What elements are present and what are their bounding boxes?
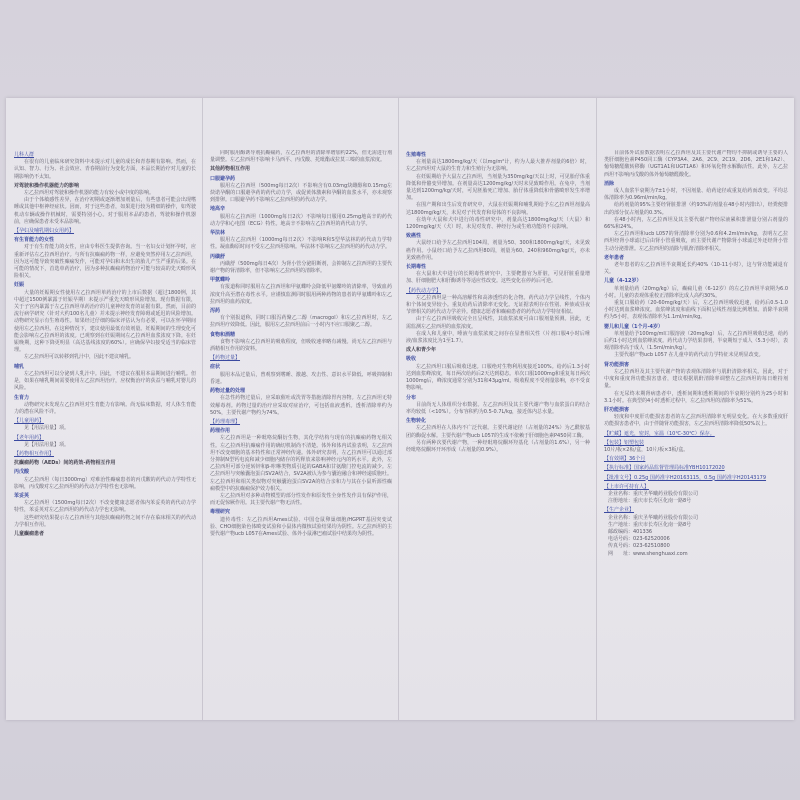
section-heading: 【儿童用药】 xyxy=(14,418,45,425)
paragraph: 目前体外试验数据表明左乙拉西坦及其主要代谢产物均不抑制或诱导主要的人类肝细胞色素P450同工酶（CYP3A4、2A6、2C9、2C19、2D6、2E1和1A2）、葡萄糖醛酸转移酶（UGT1A1和UGT1A6）和环氧化物水解酶活性。此外，左乙拉西坦不影响丙戊酸的体外葡萄糖醛酸化。 xyxy=(604,150,788,178)
paragraph: 大量的妊娠期女性使用左乙拉西坦单药治疗的上市后数据（超过1800例，其中超过1500例暴露于妊娠早期）未提示严重先天畸形风险增加。现有数据有限，关于子宫内暴露于左乙拉西坦单药治疗的儿童神经发育的证据有限。然而，目前的流行病学研究（针对大约100名儿童）并未提示神经发育障碍或延迟的风险增加。动物研究显示有生殖毒性。如果经过仔细的临床评估认为有必要，可以在怀孕期间使用左乙拉西坦。在这种情况下，建议使用最低有效剂量。妊娠期间的生理变化可能会影响左乙拉西坦的浓度。已观察到在妊娠期间左乙拉西坦血浆浓度下降。在妊娠晚期，这种下降更明显（高达基线浓度的60%）。应确保孕妇接受适当的临床管理。 xyxy=(14,289,196,354)
paragraph: 大鼠经口给予左乙拉西坦104周，剂量为50、300和1800mg/kg/天，未见致癌作用。小鼠经口给予左乙拉西坦80周，剂量为60、240和960mg/kg/天，亦未见致癌作用。 xyxy=(406,240,590,261)
paragraph: 在围产期和出生后发育研究中，大鼠在妊娠期和哺乳期给予左乙拉西坦剂量高达1800mg/kg/天，未见对子代发育和母体的不良影响。 xyxy=(406,202,590,216)
paragraph: 见【用法用量】项。 xyxy=(24,425,70,432)
subheading: 口服避孕药 xyxy=(210,175,236,182)
subheading: 儿童（4-12岁） xyxy=(604,278,642,285)
subheading: 症状 xyxy=(210,364,221,371)
fold-line xyxy=(596,98,597,720)
section-heading: 【老年用药】 xyxy=(14,434,45,441)
paragraph: 有个别报道称，同时口服泻药聚乙二醇（macrogol）和左乙拉西坦时，左乙拉西坦疗效降低。因此，服用左乙拉西坦前后一小时内不应口服聚乙二醇。 xyxy=(210,315,392,329)
paragraph: 左乙拉西坦及其主要代谢产物的表观体清除率与肌酐清除率相关。因此，对于中度和重度肾功能损害患者，建议根据肌酐清除率调整左乙拉西坦的每日维持剂量。 xyxy=(604,368,788,390)
info-line: 注册地址：重庆市长寿区化南一路8号 xyxy=(608,498,692,505)
heading: 对驾驶和操作机器能力的影响 xyxy=(14,182,80,189)
subheading: 生物转化 xyxy=(406,418,427,425)
subheading: 哺乳 xyxy=(14,363,25,370)
heading: 抗癫痫药物（AEDs）间的药效-药物相互作用 xyxy=(14,460,116,467)
info-line: 传真号码：023-62510800 xyxy=(608,543,670,550)
paragraph: 动物研究未发现左乙拉西坦对生育能力有影响。尚无临床数据，对人体生育能力的潜在风险不详。 xyxy=(14,401,196,415)
subheading: 食物和酒精 xyxy=(210,331,236,338)
section-heading: 【药物相互作用】 xyxy=(14,450,55,457)
paragraph: 左乙拉西坦可以分泌到人乳汁中。因此，不建议在服用本品期间进行哺乳。但是，如果在哺乳期间需要使用左乙拉西坦治疗，应权衡治疗的获益与哺乳对婴儿的风险。 xyxy=(14,370,196,392)
paragraph: 左乙拉西坦（每日3000mg）对难治性癫痫患者的丙戊酸的药代动力学特性无影响，丙戊酸对左乙拉西坦的药代动力学特性也无影响。 xyxy=(14,476,196,490)
paragraph: 服用左乙拉西坦（1000mg每日2次）不影响每日服用0.25mg地高辛的药代动力学和心电图（ECG）特性。地高辛不影响左乙拉西坦的药代动力学。 xyxy=(210,213,392,227)
heading: 儿童癫痫患者 xyxy=(14,530,45,537)
paragraph: 单剂量给药（20mg/kg）后，癫痫儿童（6-12岁）的左乙拉西坦半衰期为6.0小时。儿童的表观体重校正清除率比成人高约30%。 xyxy=(604,285,788,299)
info-line: 企业名称：重庆圣华曦药业股份有限公司 xyxy=(608,490,699,497)
subheading: 泻药 xyxy=(210,308,221,315)
section-heading: 【执行标准】国家药品监督管理局标准YBH10172020 xyxy=(604,465,725,472)
paragraph: 由于左乙拉西坦吸收完全且呈线性，其血浆浓度可由口服剂量预测。因此，无需监测左乙拉西坦的血浆浓度。 xyxy=(406,316,590,330)
section-heading: 【药代动力学】 xyxy=(406,287,442,294)
subheading: 地高辛 xyxy=(210,206,226,213)
section-heading: 【批准文号】0.25g 国药准字H20163115，0.5g 国药准字H20143179 xyxy=(604,474,767,481)
subheading: 致癌性 xyxy=(406,233,422,240)
paragraph: 左乙拉西坦口服后吸收迅速。口服绝对生物利用度接近100%。给药后1.3小时达到血浆峰浓度，每日两次给药后2天达到稳态。单次口服1000mg和重复每日两次1000mg后，峰浓度通常分别为31和43μg/ml。吸收程度不受剂量影响，亦不受食物影响。 xyxy=(406,363,590,392)
subheading: 分布 xyxy=(406,394,417,401)
fold-line xyxy=(398,98,399,720)
subheading: 药理作用 xyxy=(210,428,231,435)
paragraph: 在剂量高达1800mg/kg/天（以mg/m²计，约为人最大推荐剂量的6倍）时，左乙拉西坦对大鼠的生育力和生殖行为无影响。 xyxy=(406,159,590,173)
subheading: 苯妥英 xyxy=(14,492,30,499)
paragraph: 成人血浆半衰期为7±1小时，不因剂量、给药途径或重复给药而改变。平均总体清除率为0.96ml/min/kg。 xyxy=(604,188,788,202)
heading: 其他药物相互作用 xyxy=(210,166,251,173)
paragraph: 丙磺舒（500mg每日4次）为肾小管分泌阻断剂，会抑制左乙拉西坦的主要代谢产物的肾清除率，但不影响左乙拉西坦的清除率。 xyxy=(210,260,392,275)
paragraph: 在很有的儿童临床研究资料中未提示对儿童的成长和青春期有影响。然而，在认知、智力、行为、社会效应、青春期前行为变化方面，本品长期治疗对儿童的长期影响仍不太知。 xyxy=(14,159,196,180)
subheading: 肾功能损害 xyxy=(604,361,630,368)
subheading: 生殖毒性 xyxy=(406,152,427,158)
subheading: 毒理研究 xyxy=(210,509,231,516)
info-line: 邮政编码：401336 xyxy=(608,528,653,535)
paragraph: 左乙拉西坦对多种动物模型的部分性发作和原发性全身性发作具有保护作用，而无促惊厥作用。其主要代谢产物无活性。 xyxy=(210,492,392,507)
subheading: 长期毒性 xyxy=(406,264,427,271)
paragraph: 重复口服给药（20-60mg/kg/天）后，左乙拉西坦吸收迅速，给药后0.5-1.0小时达到血浆峰浓度。血浆峰浓度和曲线下面积呈线性剂量比例增加。消除半衰期约为5小时，表观体清除率为1.1ml/min/kg。 xyxy=(604,300,788,321)
leaflet-column-4 xyxy=(604,150,788,712)
section-heading: 【有效期】36个月 xyxy=(604,456,646,463)
paragraph: 在48小时内，左乙拉西坦及其主要代谢产物经尿液累积排泄量分别占剂量的66%和24%。 xyxy=(604,216,788,231)
section-heading: 【药理毒理】 xyxy=(210,418,241,425)
subheading: 消除 xyxy=(604,180,615,187)
paragraph: 左乙拉西坦是一种吡咯烷酮衍生物，其化学结构与现有的抗癫痫药物无相关性。左乙拉西坦抗癫痫作用的确切机制尚不清楚。体外和体内试验表明，左乙拉西坦不改变细胞的基本特性和正常神经传递。体外研究表明，左乙拉西坦可以通过部分抑制N型钙电流和减少细胞内储存的钙释放来影响神经元内的钙水平。此外，左乙拉西坦可部分逆转锌和β-咔啉类物质引起的GABA和甘氨酸门控电流的减少。左乙拉西坦与突触囊泡蛋白SV2A结合，SV2A被认为参与囊泡融合和神经递质胞吐。左乙拉西坦和相关类似物对突触囊泡蛋白SV2A的结合亲和力与其在小鼠听源性癫痫模型中的抗癫痫保护效力相关。 xyxy=(210,435,392,492)
section-heading: 【生产企业】 xyxy=(604,507,635,514)
subheading: 吸收 xyxy=(406,356,417,363)
subheading: 丙磺舒 xyxy=(210,253,226,260)
subheading: 婴儿和儿童（1个月-4岁） xyxy=(604,323,664,330)
paragraph: 服用左乙拉西坦（500mg每日2次）不影响含有0.03mg炔雌醇和0.15mg左炔诺孕酮的口服避孕药的药代动力学，或促黄体激素和孕酮的血浆水平，亦未观察到排卵。口服避孕药不影响左乙拉西坦的药代动力学。 xyxy=(210,182,392,204)
subheading: 华法林 xyxy=(210,230,226,237)
paragraph: 在无尿终末期肾病患者中，透析间期和透析期间的半衰期分别约为25小时和3.1小时。在典型的4小时透析过程中，左乙拉西坦的清除率为51%。 xyxy=(604,390,788,404)
leaflet-column-2 xyxy=(210,150,392,712)
paragraph: 遗传毒性：左乙拉西坦Ames试验、中国仓鼠卵巢细胞/HGPRT基因突变试验、CHO细胞染色体畸变试验和小鼠体内微核试验结果均为阴性。左乙拉西坦的主要代谢产物ucb L057在Ames试验、体外小鼠淋巴瘤试验中结果均为阴性。 xyxy=(210,516,392,537)
section-heading: 【包装】铝塑包装 xyxy=(604,439,645,446)
subheading: 有生育能力的女性 xyxy=(14,237,55,244)
text-line: 10片/板×2板/盒，10片/板×3板/盒。 xyxy=(604,446,689,453)
subheading: 肝功能损害 xyxy=(604,406,630,413)
paragraph: 由于个体敏感性差异，在治疗初期或逐渐增加剂量后，有些患者可能会出现嗜睡或其他中枢神经症状。因而，对于这些患者，如果进行较为精细的操作，如驾驶机动车辆或操作机械时，需要特别小心。对于服用本品的患者，驾驶和操作机器前，应确保患者未受本品影响。 xyxy=(14,197,196,225)
info-line: 电话号码：023-62520006 xyxy=(608,536,670,543)
section-heading: 儿科人群 xyxy=(14,152,35,158)
paragraph: 给药剂量的95%主要经肾脏排泄（约93%的剂量在48小时内排出），经粪便排出的部分仅占剂量的0.3%。 xyxy=(604,202,788,216)
paragraph: 有报道称同时服用左乙拉西坦和甲氨蝶呤会降低甲氨蝶呤的清除率，导致血药浓度升高至潜在毒性水平。应谨慎监测同时服用两种药物的患者的甲氨蝶呤和左乙拉西坦的血药浓度。 xyxy=(210,284,392,305)
heading: 成人和青少年 xyxy=(406,347,437,354)
paragraph: 对于有生育能力的女性，应由专科医生提供咨询。当一名妇女计划怀孕时，应重新评估左乙拉西坦治疗。与所有抗癫痫药物一样，应避免突然停用左乙拉西坦，因为这可能导致突破性癫痫发作，可能对孕妇和未出生的胎儿产生严重的后果。在可能的情况下，首选单药治疗，因为多种抗癫痫药物治疗可能与较高的先天畸形风险相关。 xyxy=(14,244,196,280)
paragraph: 见【用法用量】项。 xyxy=(24,441,70,448)
paragraph: 在急性药物过量后，应采取催吐或洗胃等措施清除胃内容物。左乙拉西坦无特效解毒剂。药物过量的治疗应采取对症治疗，可包括血液透析。透析清除率约为50%，主要代谢产物约为74%。 xyxy=(210,395,392,416)
paragraph: 老年患者的左乙拉西坦半衰期延长约40%（10-11小时），这与肾功能减退有关。 xyxy=(604,262,788,276)
paragraph: 左乙拉西坦可以转移到乳汁中，因此不建议哺乳。 xyxy=(24,354,135,361)
section-heading: 【上市许可持有人】 xyxy=(604,483,650,490)
paragraph: 左乙拉西坦（1500mg每日2次）不改变健康志愿者体内苯妥英的药代动力学特性，苯妥英对左乙拉西坦的药代动力学也无影响。 xyxy=(14,500,196,514)
paragraph: 轻度和中度肝功能损害患者的左乙拉西坦清除率无明显变化。在大多数重度肝功能损害患者中，由于伴随肾功能损害，左乙拉西坦清除率降低50%以上。 xyxy=(604,414,788,428)
paragraph: 另有两种次要代谢产物，一种经吡咯烷酮环羟基化（占剂量的1.6%），另一种经吡咯烷酮环开环形成（占剂量的0.9%）。 xyxy=(406,439,590,453)
subheading: 丙戊酸 xyxy=(14,469,30,476)
paragraph: 左乙拉西坦对驾驶和操作机器的能力有较小或中度的影响。 xyxy=(24,190,155,197)
paragraph: 在成人和儿童中，唾液与血浆浓度之间存在显著相关性（片剂口服4小时后唾液/血浆浓度比为1至1.7）。 xyxy=(406,330,590,345)
subheading: 生育力 xyxy=(14,394,30,401)
fold-line xyxy=(202,98,203,720)
subheading: 药物过量的处理 xyxy=(210,388,246,395)
paragraph: 左乙拉西坦在人体内不广泛代谢。主要代谢途径（占剂量的24%）为乙酰胺基团的酶促水解。主要代谢产物ucb L057的生成不依赖于肝细胞色素P450同工酶。 xyxy=(406,425,590,439)
section-heading: 【药物过量】 xyxy=(210,355,241,362)
paragraph: 在幼年大鼠和犬中进行的毒性研究中，剂量高达1800mg/kg/天（大鼠）和1200mg/kg/天（犬）时，未见对发育、神经行为或生殖功能的不良影响。 xyxy=(406,216,590,231)
paragraph: 在大鼠和犬中进行的长期毒性研究中，主要靶器官为肝脏，可见肝脏重量增加、肝细胞肥大和肝酶诱导等适应性改变。这些变化在停药后可逆。 xyxy=(406,271,590,285)
section-heading: 【贮藏】遮光，密封，室温（10℃-30℃）保存。 xyxy=(604,430,715,437)
paragraph: 食物不影响左乙拉西坦的吸收程度，但吸收速率略有减慢。尚无左乙拉西坦与酒精相互作用的资料。 xyxy=(210,338,392,353)
paragraph: 服用左乙拉西坦（1000mg每日2次）不影响R和S型华法林的药代动力学特性。凝血酶原时间不受左乙拉西坦影响。华法林不影响左乙拉西坦的药代动力学。 xyxy=(210,237,392,251)
paragraph: 主要代谢产物ucb L057 在儿童中的药代动力学特征未见明显改变。 xyxy=(614,352,764,359)
info-line: 生产地址：重庆市长寿区化南一路8号 xyxy=(608,521,692,528)
paragraph: 在妊娠期给予大鼠左乙拉西坦，当剂量为350mg/kg/天以上时，可见胎仔体重降低和骨骼变异增加。在剂量高达1200mg/kg/天时未见致畸作用。在兔中，当剂量达到1200mg/kg/天时，可见胚胎死亡增加、胎仔体重降低和骨骼畸形发生率增加。 xyxy=(406,173,590,202)
paragraph: 单剂量给予100mg/ml口服溶液（20mg/kg）后，左乙拉西坦吸收迅速，给药后约1小时达到血浆峰浓度。药代动力学结果表明，半衰期短于成人（5.3小时），表观清除率高于成人（1.5ml/min/kg）。 xyxy=(604,330,788,352)
subheading: 甲氨蝶呤 xyxy=(210,277,231,284)
info-line: 网 址：www.shenghuaxi.com xyxy=(608,550,688,557)
paragraph: 左乙拉西坦和ucb L057的肾清除率分别为0.6和4.2ml/min/kg，表明左乙拉西坦经肾小球滤过后由肾小管重吸收，而主要代谢产物除肾小球滤过外还经肾小管主动分泌排泄。左乙拉西坦的消除与肌酐清除率相关。 xyxy=(604,231,788,252)
info-line: 企业名称：重庆圣华曦药业股份有限公司 xyxy=(608,514,699,521)
paragraph: 同时服用酶诱导剂抗癫痫药，左乙拉西坦的清除率增加约22%，但无需进行剂量调整。左乙拉西坦不影响卡马西平、丙戊酸、托吡酯或拉莫三嗪的血浆浓度。 xyxy=(210,150,392,164)
paragraph: 目前尚无人体组织分布数据。左乙拉西坦及其主要代谢产物与血浆蛋白的结合率均较低（<10%）。分布容积约为0.5-0.7L/kg，接近体内总水量。 xyxy=(406,401,590,415)
section-heading: 【孕妇及哺乳期妇女用药】 xyxy=(14,228,75,235)
leaflet-column-3 xyxy=(406,150,590,712)
subheading: 老年患者 xyxy=(604,254,625,261)
paragraph: 这些研究结果提示左乙拉西坦与其他抗癫痫药物之间不存在临床相关的药代动力学相互作用。 xyxy=(14,514,196,528)
paragraph: 服用本品过量后，曾观察到嗜睡、激越、攻击性、意识水平降低、呼吸抑制和昏迷。 xyxy=(210,371,392,385)
leaflet-column-1 xyxy=(14,150,196,712)
subheading: 妊娠 xyxy=(14,282,25,289)
paragraph: 左乙拉西坦是一种高溶解性和高渗透性的化合物。药代动力学呈线性，个体内和个体间变异较小。重复给药后清除率无变化。无证据表明存在性别、种族或昼夜节律相关的药代动力学差异。健康志愿者和癫痫患者的药代动力学特征相似。 xyxy=(406,294,590,316)
